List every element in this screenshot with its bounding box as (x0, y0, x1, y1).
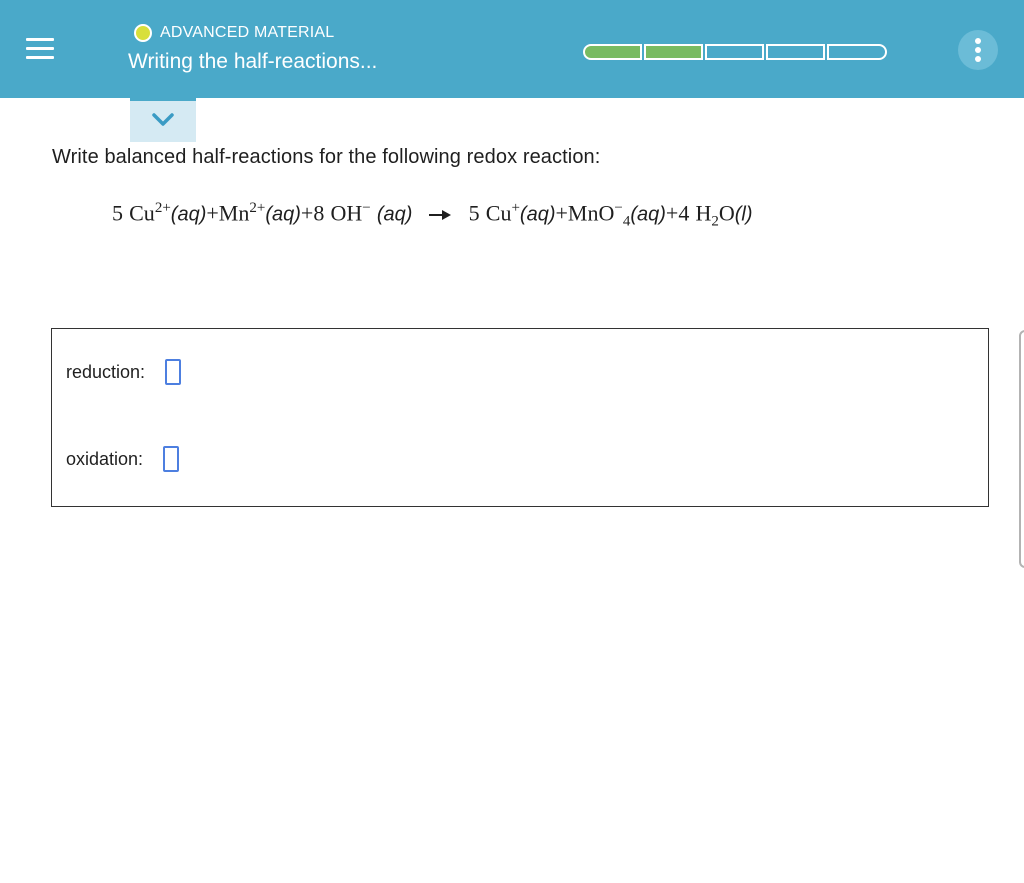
reactant-formula: Cu (129, 200, 155, 226)
reactant-charge: − (362, 200, 371, 216)
product-coefficient: 4 (678, 200, 690, 226)
product-phase: (l) (734, 203, 753, 226)
plus-sign: + (300, 200, 314, 226)
product-subscript: 4 (622, 213, 631, 230)
progress-segment (583, 44, 642, 60)
progress-segment (644, 44, 703, 60)
product-formula: MnO (567, 200, 615, 226)
topic-label: ADVANCED MATERIAL (160, 24, 335, 41)
plus-sign: + (555, 200, 568, 226)
reaction-arrow-icon (429, 209, 451, 221)
topic-status-dot (134, 24, 152, 42)
side-panel-tab[interactable] (1019, 330, 1024, 568)
reactant-formula: Mn (218, 200, 250, 226)
top-bar (0, 0, 1024, 98)
plus-sign: + (206, 200, 219, 226)
collapse-toggle-button[interactable] (130, 98, 196, 142)
reactant-coefficient: 5 (112, 200, 123, 226)
progress-segment (705, 44, 764, 60)
product-formula: Cu (485, 200, 512, 226)
chevron-down-icon (151, 112, 175, 128)
progress-segment (827, 44, 887, 60)
product-phase: (aq) (630, 203, 666, 226)
reactant-phase: (aq) (265, 203, 301, 226)
more-options-icon[interactable] (958, 30, 998, 70)
reactant-phase: (aq) (170, 203, 207, 226)
page-title: Writing the half-reactions... (128, 50, 378, 73)
product-formula: H (695, 200, 712, 226)
reduction-label: reduction: (66, 361, 146, 382)
product-phase: (aq) (519, 203, 556, 226)
progress-bar (583, 44, 887, 60)
oxidation-row (66, 446, 179, 472)
oxidation-input[interactable] (163, 446, 179, 472)
question-prompt: Write balanced half-reactions for the following redox reaction: (52, 146, 601, 168)
reactant-charge: 2+ (154, 200, 171, 216)
answer-panel (51, 328, 989, 507)
product-coefficient: 5 (468, 200, 480, 226)
product-formula: O (718, 200, 735, 226)
reactant-phase: (aq) (376, 203, 413, 226)
reduction-row (66, 359, 181, 385)
topic-indicator (134, 24, 334, 42)
oxidation-label: oxidation: (66, 448, 144, 469)
reactant-coefficient: 8 (313, 200, 325, 226)
plus-sign: + (665, 200, 679, 226)
product-subscript: 2 (711, 213, 719, 230)
progress-segment (766, 44, 825, 60)
reactant-formula: OH (330, 200, 363, 226)
redox-equation (112, 200, 753, 240)
product-charge: − (614, 200, 623, 216)
product-charge: + (511, 200, 520, 216)
reduction-input[interactable] (165, 359, 181, 385)
menu-icon[interactable] (22, 30, 58, 66)
reactant-charge: 2+ (249, 200, 266, 216)
